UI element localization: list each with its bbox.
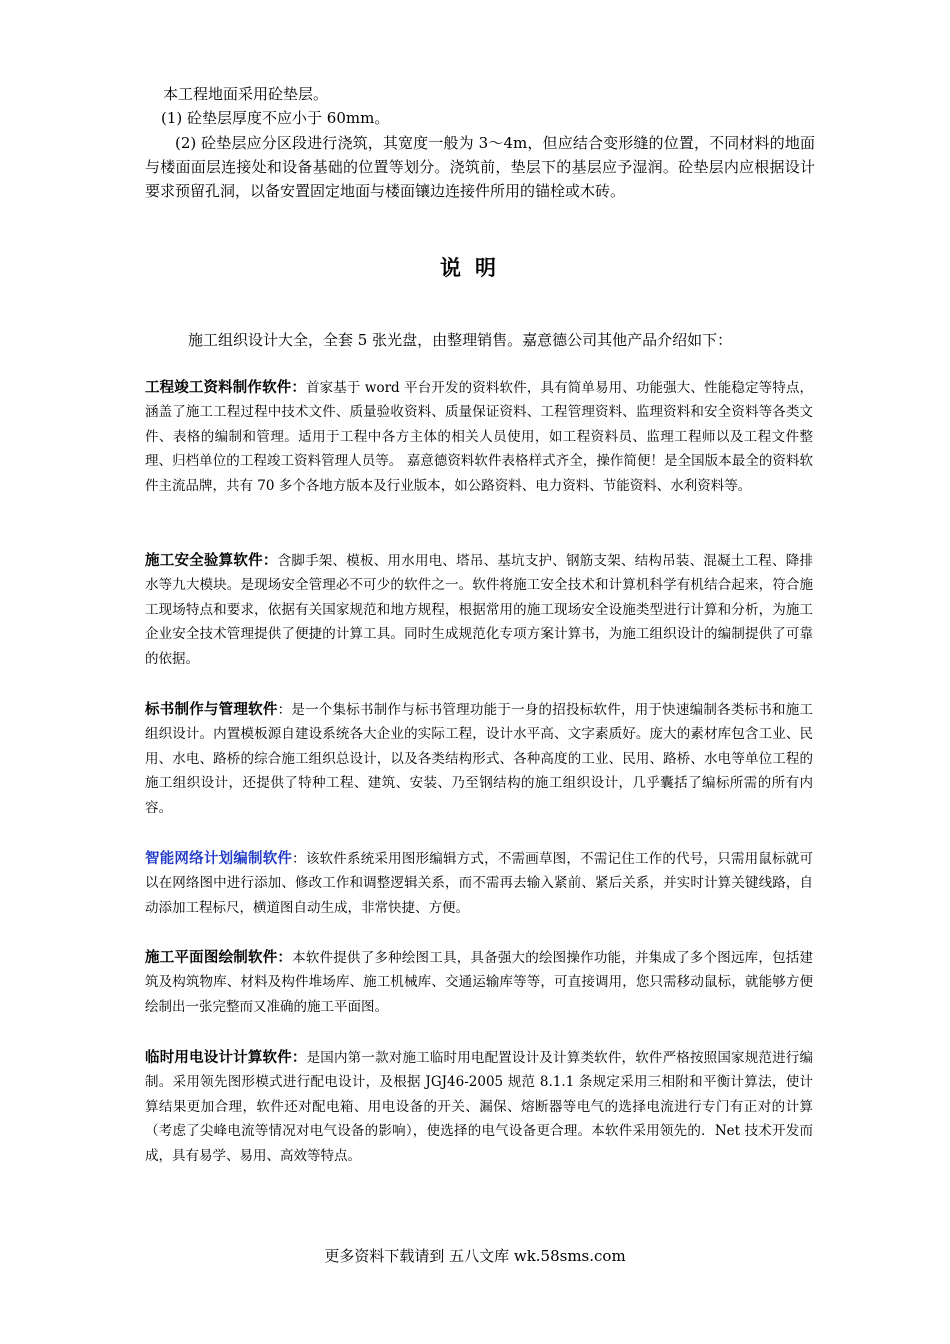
product-name-1: 工程竣工资料制作软件：: [145, 380, 306, 396]
product-paragraph-5: [145, 946, 813, 1019]
product-desc-2: 含脚手架、模板、用水用电、塔吊、基坑支护、钢筋支架、结构吊装、混凝土工程、降排水等九大模块。是现场安全管理必不可少的软件之一。软件将施工安全技术和计算机科学有机结合起来，符合施工现场特点和要求，依据有关国家规范和地方规程，根据常用的施工现场安全设施类型进行计算和分析，为施工企业安全技术管理提供了便捷的计算工具。同时生成规范化专项方案计算书，为施工组织设计的编制提供了可靠的依据。: [145, 553, 814, 667]
intro-paragraph-2: (1) 砼垫层厚度不应小于 60mm。: [161, 109, 390, 127]
product-desc-6: 是国内第一款对施工临时用电配置设计及计算类软件，软件严格按照国家规范进行编制。采用领先图形模式进行配电设计，及根据 JGJ46-2005 规范 8.1.1 条规定采用三相附和平衡计算法，使计算结果更加合理，软件还对配电箱、用电设备的开关、漏保、熔断器等电气的选择电流进行专门有正对的计算（考虑了尖峰电流等情况对电气设备的影响），使选择的电气设备更合理。本软件采用领先的．Net 技术开发而成，具有易学、易用、高效等特点。: [145, 1050, 814, 1164]
intro-paragraph-3: (2) 砼垫层应分区段进行浇筑，其宽度一般为 3～4m，但应结合变形缝的位置，不同材料的地面与楼面面层连接处和设备基础的位置等划分。浇筑前，垫层下的基层应予湿润。砼垫层内应根据设计要求预留孔洞，以备安置固定地面与楼面镶边连接件所用的锚栓或木砖。: [145, 134, 815, 200]
product-desc-5: 本软件提供了多种绘图工具，具备强大的绘图操作功能，并集成了多个图远库，包括建筑及构筑物库、材料及构件堆场库、施工机械库、交通运输库等等，可直接调用，您只需移动鼠标，就能够方便绘制出一张完整而又准确的施工平面图。: [145, 950, 814, 1015]
product-name-5: 施工平面图绘制软件：: [145, 950, 293, 966]
lead-paragraph: 施工组织设计大全，全套 5 张光盘，由整理销售。嘉意德公司其他产品介绍如下：: [188, 331, 733, 349]
product-name-6: 临时用电设计计算软件：: [145, 1050, 307, 1066]
intro-paragraph-1: 本工程地面采用砼垫层。: [163, 85, 329, 103]
product-paragraph-3: [145, 698, 813, 820]
product-name-2: 施工安全验算软件：: [145, 553, 278, 569]
product-name-3: 标书制作与管理软件: [145, 702, 278, 718]
product-desc-1: 首家基于 word 平台开发的资料软件，具有简单易用、功能强大、性能稳定等特点，涵盖了施工工程过程中技术文件、质量验收资料、质量保证资料、工程管理资料、监理资料和安全资料等各类文件、表格的编制和管理。适用于工程中各方主体的相关人员使用，如工程资料员、监理工程师以及工程文件整理、归档单位的工程竣工资料管理人员等。 嘉意德资料软件表格样式齐全，操作简便！是全国版本最全的资料软件主流品牌，共有 70 多个各地方版本及行业版本，如公路资料、电力资料、节能资料、水利资料等。: [145, 380, 813, 494]
product-desc-4: ：该软件系统采用图形编辑方式，不需画草图，不需记住工作的代号，只需用鼠标就可以在网络图中进行添加、修改工作和调整逻辑关系，而不需再去输入紧前、紧后关系，并实时计算关键线路，自动添加工程标尺，横道图自动生成，非常快捷、方便。: [145, 851, 814, 916]
footer-text: 更多资料下载请到 五八文库 wk.58sms.com: [324, 1247, 626, 1265]
product-paragraph-6: [145, 1046, 813, 1168]
product-name-4-link[interactable]: 智能网络计划编制软件: [145, 851, 293, 867]
product-paragraph-1: [145, 376, 813, 498]
product-paragraph-2: [145, 549, 813, 671]
product-paragraph-4: [145, 847, 813, 920]
product-desc-3: ：是一个集标书制作与标书管理功能于一身的招投标软件，用于快速编制各类标书和施工组织设计。内置模板源自建设系统各大企业的实际工程，设计水平高、文字素质好。庞大的素材库包含工业、民用、水电、路桥的综合施工组织总设计，以及各类结构形式、各种高度的工业、民用、路桥、水电等单位工程的施工组织设计，还提供了特种工程、建筑、安装、乃至钢结构的施工组织设计，几乎囊括了编标所需的所有内容。: [145, 702, 814, 816]
section-title: 说明: [440, 256, 510, 280]
